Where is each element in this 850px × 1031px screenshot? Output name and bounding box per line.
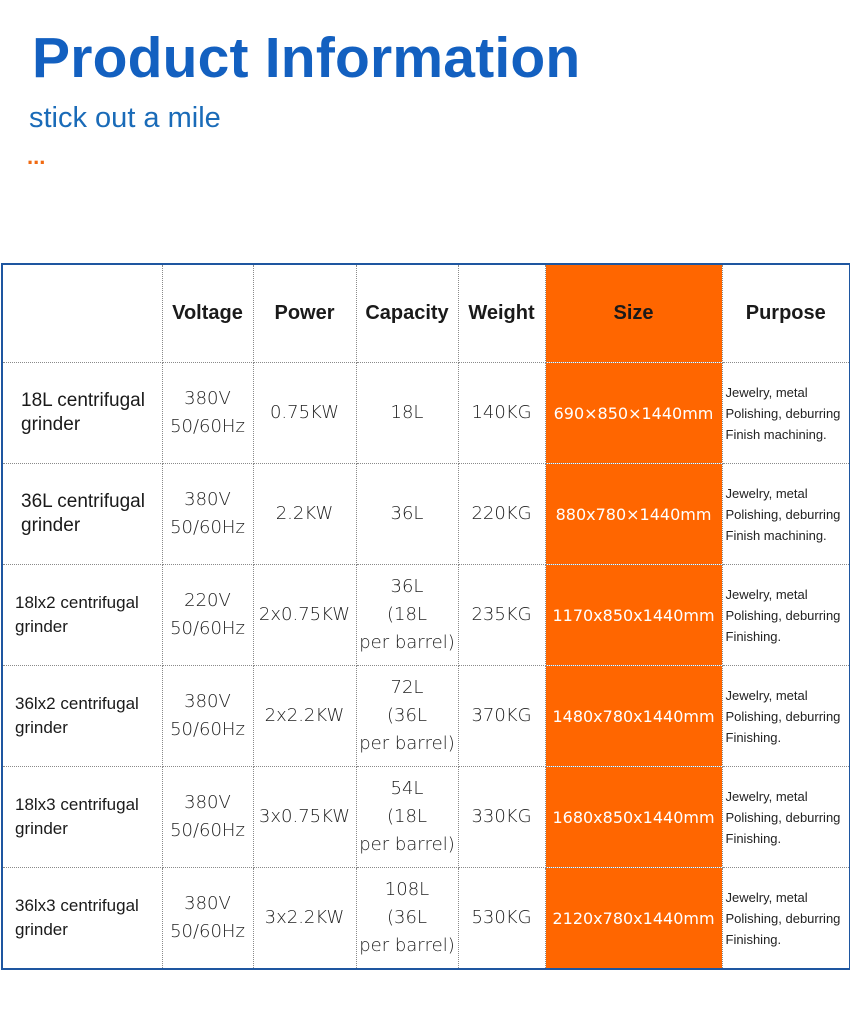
purpose-line: Finishing. xyxy=(725,729,782,745)
voltage-cell xyxy=(162,666,253,767)
decorative-dots: ... xyxy=(27,144,46,169)
purpose-cell xyxy=(722,767,850,868)
table-row xyxy=(2,464,850,565)
purpose-line: Jewelry, metal xyxy=(725,384,808,400)
voltage-line: 380V xyxy=(184,691,231,712)
capacity-cell xyxy=(356,565,458,666)
capacity-cell xyxy=(356,464,458,565)
voltage-line: 50/60Hz xyxy=(170,921,245,942)
capacity-line: 18L xyxy=(390,402,424,423)
product-name-cell: 36L centrifugal grinder xyxy=(2,464,162,565)
purpose-line: Jewelry, metal xyxy=(725,485,808,501)
purpose-line: Polishing, deburring xyxy=(725,607,841,623)
header-cell-power: Power xyxy=(253,264,356,363)
purpose-cell xyxy=(722,363,850,464)
page-title: Product Information xyxy=(32,26,581,90)
size-cell: 690×850×1440mm xyxy=(545,363,722,464)
size-cell: 1480x780x1440mm xyxy=(545,666,722,767)
capacity-cell xyxy=(356,666,458,767)
table-row xyxy=(2,363,850,464)
voltage-line: 50/60Hz xyxy=(170,517,245,538)
capacity-line: (36L xyxy=(387,705,427,726)
header-cell-voltage: Voltage xyxy=(162,264,253,363)
purpose-line: Jewelry, metal xyxy=(725,889,808,905)
voltage-line: 380V xyxy=(184,489,231,510)
page-subtitle: stick out a mile xyxy=(29,102,221,134)
weight-cell: 370KG xyxy=(458,666,545,767)
size-cell: 1680x850x1440mm xyxy=(545,767,722,868)
capacity-cell xyxy=(356,868,458,970)
capacity-line: 36L xyxy=(390,576,424,597)
power-cell: 3x0.75KW xyxy=(253,767,356,868)
weight-cell: 220KG xyxy=(458,464,545,565)
table-header-row xyxy=(2,264,850,363)
purpose-line: Polishing, deburring xyxy=(725,910,841,926)
product-name-cell: 18lx3 centrifugal grinder xyxy=(2,767,162,868)
capacity-line: (36L xyxy=(387,907,427,928)
purpose-line: Jewelry, metal xyxy=(725,788,808,804)
table-body xyxy=(2,363,850,970)
table-row xyxy=(2,868,850,970)
size-cell: 880x780×1440mm xyxy=(545,464,722,565)
voltage-line: 380V xyxy=(184,388,231,409)
capacity-cell xyxy=(356,767,458,868)
voltage-line: 380V xyxy=(184,893,231,914)
product-name-cell: 18L centrifugal grinder xyxy=(2,363,162,464)
voltage-cell xyxy=(162,363,253,464)
purpose-line: Finish machining. xyxy=(725,527,827,543)
purpose-cell xyxy=(722,565,850,666)
power-cell: 3x2.2KW xyxy=(253,868,356,970)
voltage-cell xyxy=(162,565,253,666)
power-cell: 2.2KW xyxy=(253,464,356,565)
voltage-line: 50/60Hz xyxy=(170,719,245,740)
purpose-line: Polishing, deburring xyxy=(725,809,841,825)
header-cell-purpose: Purpose xyxy=(722,264,850,363)
size-cell: 2120x780x1440mm xyxy=(545,868,722,970)
capacity-line: 36L xyxy=(390,503,424,524)
purpose-cell xyxy=(722,666,850,767)
weight-cell: 530KG xyxy=(458,868,545,970)
purpose-line: Polishing, deburring xyxy=(725,708,841,724)
voltage-line: 50/60Hz xyxy=(170,416,245,437)
capacity-line: 54L xyxy=(390,778,424,799)
table-row xyxy=(2,565,850,666)
voltage-line: 220V xyxy=(184,590,231,611)
header-cell-capacity: Capacity xyxy=(356,264,458,363)
capacity-cell xyxy=(356,363,458,464)
product-name-cell: 18lx2 centrifugal grinder xyxy=(2,565,162,666)
header-cell-product xyxy=(2,264,162,363)
table-row xyxy=(2,767,850,868)
voltage-line: 50/60Hz xyxy=(170,820,245,841)
capacity-line: (18L xyxy=(387,604,427,625)
voltage-cell xyxy=(162,767,253,868)
purpose-line: Jewelry, metal xyxy=(725,687,808,703)
header-cell-weight: Weight xyxy=(458,264,545,363)
capacity-line: per barrel) xyxy=(359,834,455,855)
power-cell: 0.75KW xyxy=(253,363,356,464)
voltage-cell xyxy=(162,464,253,565)
purpose-line: Finishing. xyxy=(725,830,782,846)
capacity-line: 108L xyxy=(384,879,430,900)
purpose-line: Finishing. xyxy=(725,931,782,947)
capacity-line: per barrel) xyxy=(359,632,455,653)
product-name-cell: 36lx3 centrifugal grinder xyxy=(2,868,162,970)
weight-cell: 330KG xyxy=(458,767,545,868)
capacity-line: per barrel) xyxy=(359,733,455,754)
weight-cell: 140KG xyxy=(458,363,545,464)
weight-cell: 235KG xyxy=(458,565,545,666)
size-cell: 1170x850x1440mm xyxy=(545,565,722,666)
purpose-line: Polishing, deburring xyxy=(725,506,841,522)
purpose-line: Polishing, deburring xyxy=(725,405,841,421)
purpose-cell xyxy=(722,868,850,970)
capacity-line: per barrel) xyxy=(359,935,455,956)
capacity-line: 72L xyxy=(390,677,424,698)
table-row xyxy=(2,666,850,767)
purpose-line: Finish machining. xyxy=(725,426,827,442)
purpose-line: Finishing. xyxy=(725,628,782,644)
capacity-line: (18L xyxy=(387,806,427,827)
power-cell: 2x0.75KW xyxy=(253,565,356,666)
product-spec-table xyxy=(1,263,850,970)
purpose-cell xyxy=(722,464,850,565)
voltage-cell xyxy=(162,868,253,970)
power-cell: 2x2.2KW xyxy=(253,666,356,767)
product-name-cell: 36lx2 centrifugal grinder xyxy=(2,666,162,767)
header-cell-size: Size xyxy=(545,264,722,363)
voltage-line: 380V xyxy=(184,792,231,813)
purpose-line: Jewelry, metal xyxy=(725,586,808,602)
voltage-line: 50/60Hz xyxy=(170,618,245,639)
